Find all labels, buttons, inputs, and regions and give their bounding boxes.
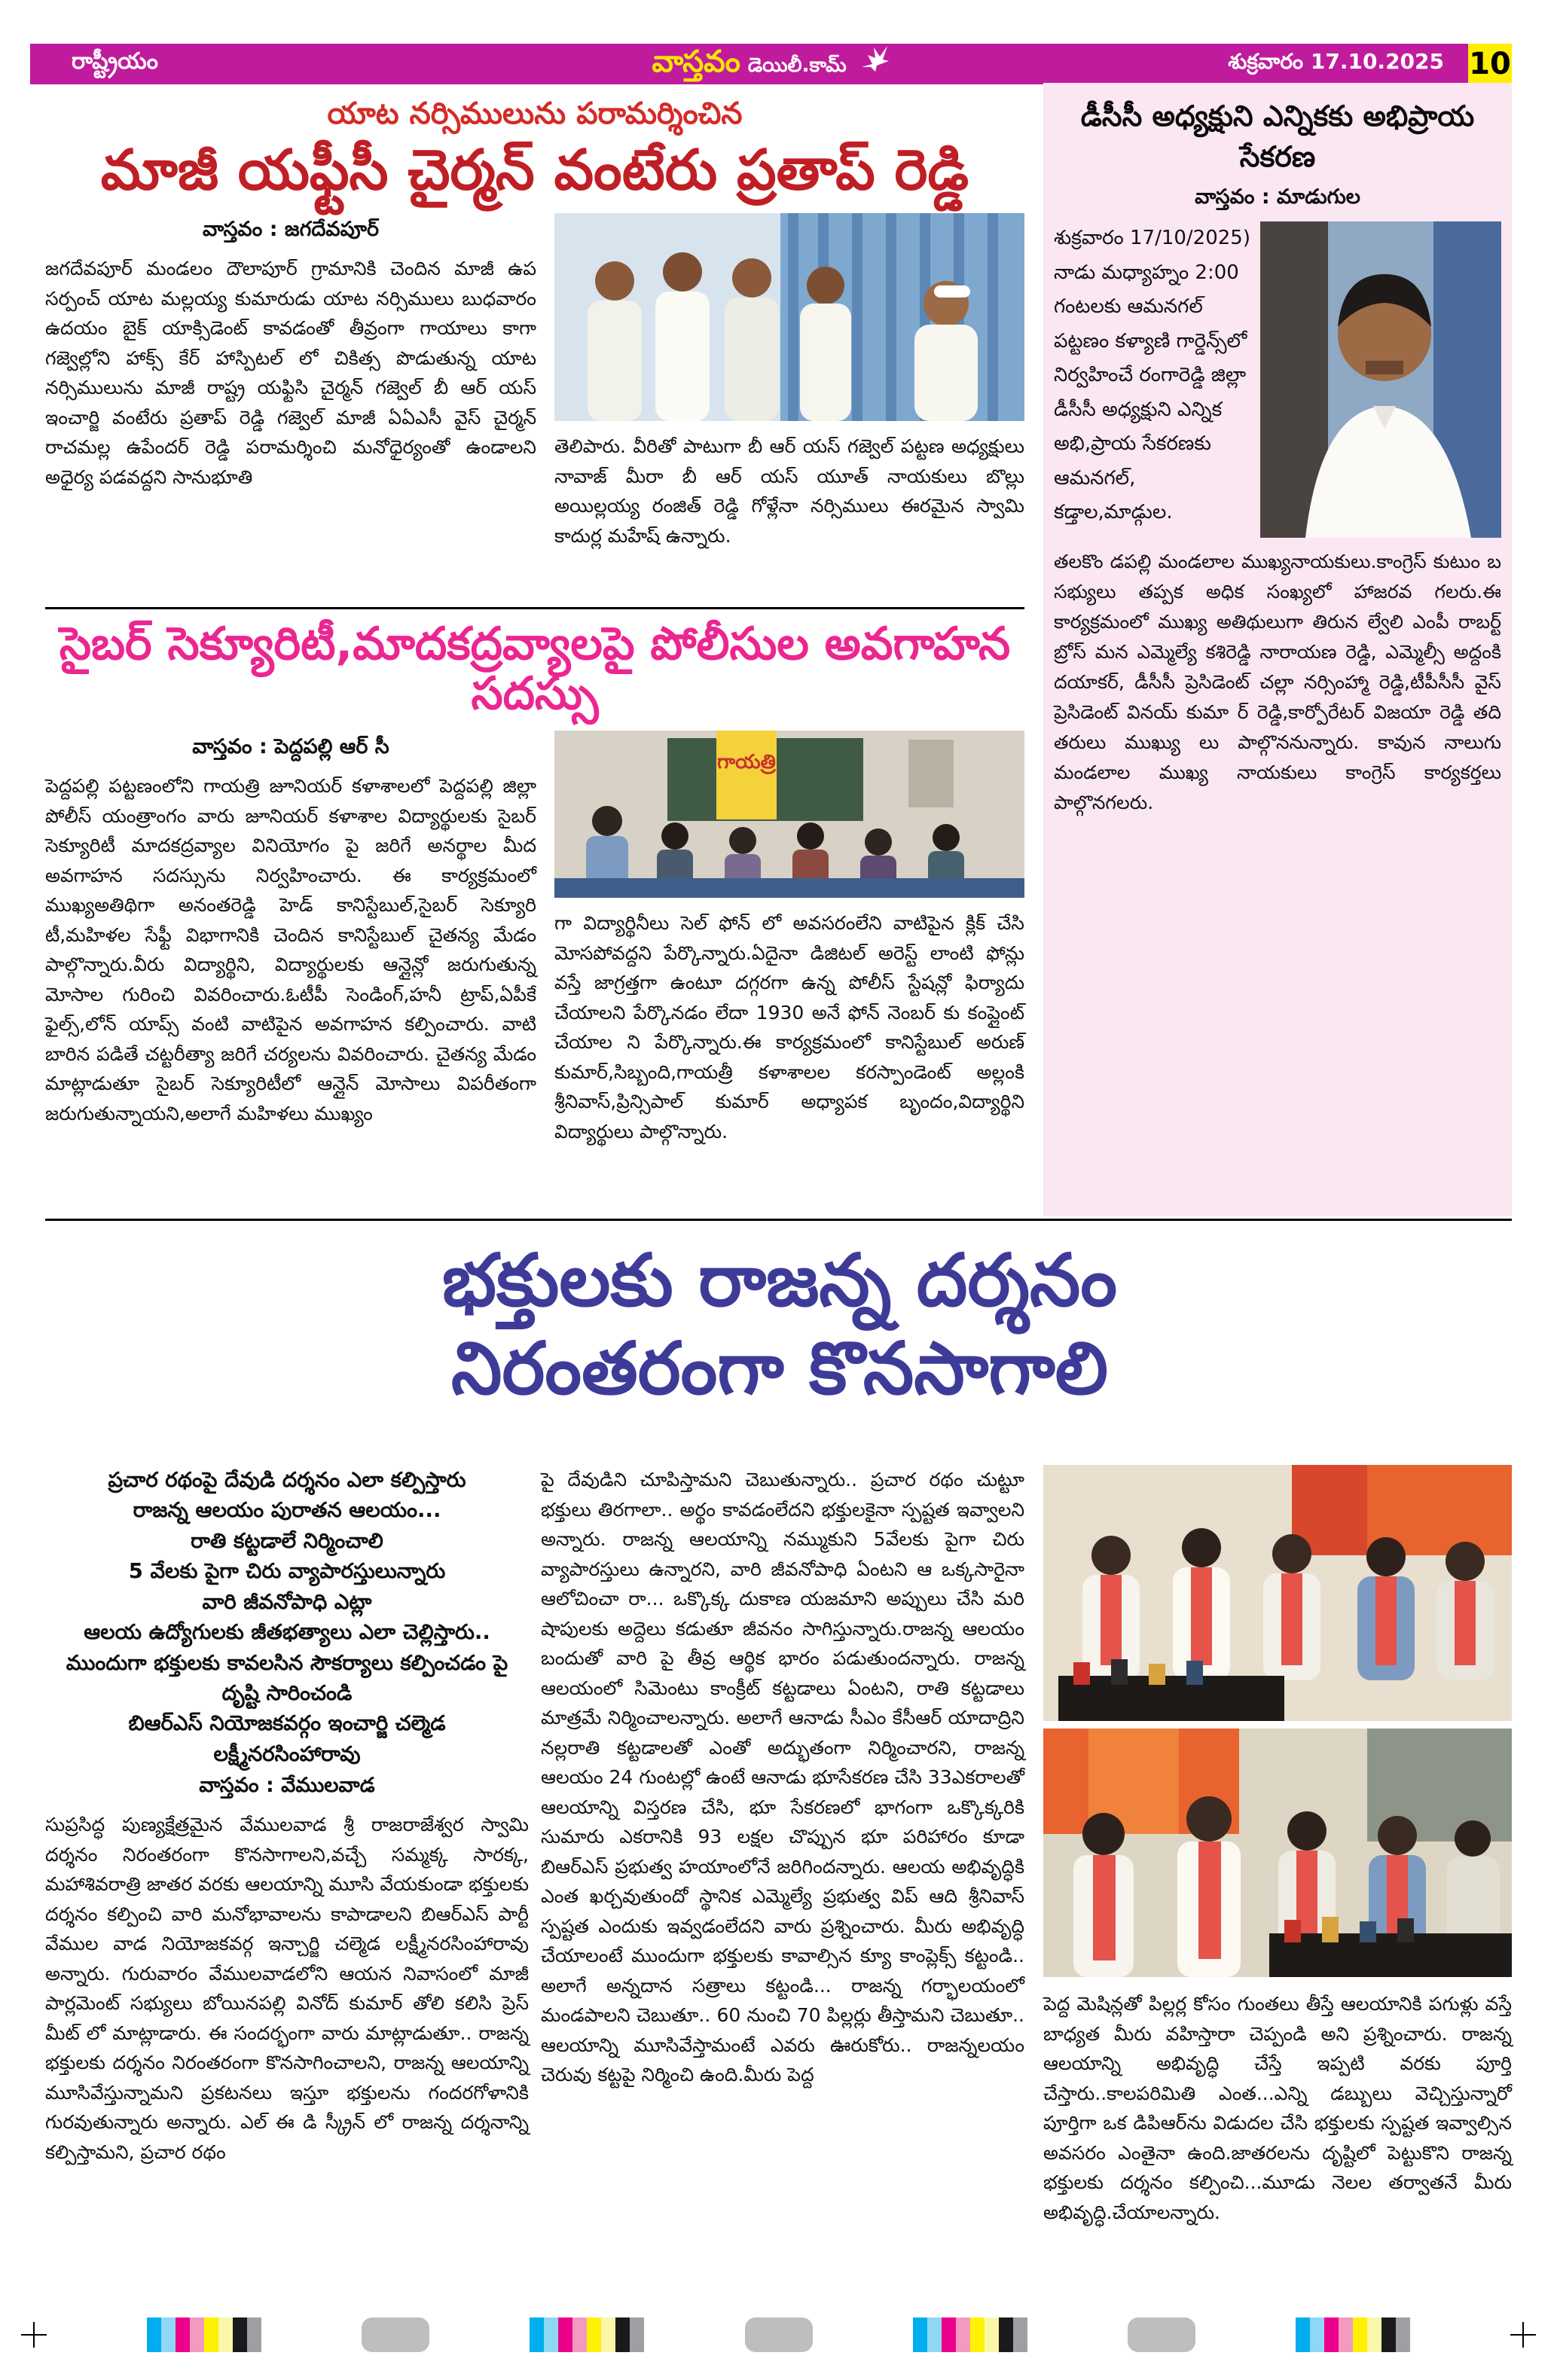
color-calibration-bar (530, 2317, 644, 2352)
svg-text:గాయత్రి: గాయత్రి (717, 751, 776, 774)
article-3-body-beside-photo: శుక్రవారం 17/10/2025) నాడు మధ్యాహ్నం 2:00 గంటలకు ఆమనగల్ పట్టణం కళ్యాణి గార్డెన్స్‌లో నిర్వహించే రంగారెడ్డి జిల్లా డీసీసీ అధ్యక్షుని ఎన్నిక అభి,ప్రాయ సేకరణకు ఆమనగల్, కడ్తాల,మాడ్గుల. (1054, 227, 1250, 523)
masthead-center (30, 41, 1512, 87)
intro-line: వారి జీవనోపాధి ఎట్లా (202, 1589, 372, 1614)
feature-body-col1: సుప్రసిద్ధ పుణ్యక్షేత్రమైన వేములవాడ శ్రీ రాజరాజేశ్వర స్వామి దర్శనం నిరంతరంగా కొనసాగాలని,వచ్చే సమ్మక్క సారక్క, మహాశివరాత్రి జాతర వరకు ఆలయాన్ని మూసి వేయకుండా భక్తులకు దర్శనం కల్పించి వారి మనోభావాలను కాపాడాలని బిఆర్ఎస్ పార్టీ వేముల వాడ నియోజకవర్గ ఇన్చార్జి చల్మెడ లక్ష్మీనరసింహారావు అన్నారు. గురువారం వేములవాడలోని ఆయన నివాసంలో మాజీ పార్లమెంట్ సభ్యులు బోయినపల్లి వినోద్ కుమార్ తోలి కలిసి ప్రెస్ మీట్ లో మాట్లాడారు. ఈ సందర్భంగా వారు మాట్లాడుతూ.. రాజన్న భక్తులకు దర్శనం నిరంతరంగా కొనసాగించాలని, రాజన్న ఆలయాన్ని మూసివేస్తున్నామని ప్రకటనలు ఇస్తూ భక్తులను గందరగోళానికి గురవుతున్నారు అన్నారు. ఎల్ ఈ డి స్క్రీన్ లో రాజన్న దర్శనాన్ని కల్పిస్తామని, ప్రచార రథం (45, 1814, 529, 2163)
article-2 (45, 619, 1024, 1146)
feature-body-col2: పై దేవుడిని చూపిస్తామని చెబుతున్నారు.. ప్రచార రథం చుట్టూ భక్తులు తిరగాలా.. అర్థం కావడంలేదని భక్తులకైనా స్పష్టత ఇవ్వాలని అన్నారు. రాజన్న ఆలయాన్ని నమ్ముకుని 5వేలకు పైగా చిరు వ్యాపారస్తులు ఉన్నారని, వారి జీవనోపాధి ఏంటని ఆ ఒక్కసారైనా ఆలోచించా రా... ఒక్కొక్క దుకాణ యజమాని అప్పులు చేసి మరి షాపులకు అద్దెలు కడుతూ జీవనం సాగిస్తున్నారు.రాజన్న ఆలయం బందుతో వారి పై తీవ్ర ఆర్థిక భారం పడుతుందన్నారు. రాజన్న ఆలయంలో సిమెంటు కాంక్రీట్ కట్టడాలు ఏంటని, రాతి కట్టడాలు మాత్రమే నిర్మించాలన్నారు. అలాగే ఆనాడు సీఎం కేసీఆర్ యాదాద్రిని నల్లరాతి కట్టడాలతో ఎంతో అద్భుతంగా నిర్మించారని, రాజన్న ఆలయం 24 గుంటల్లో ఉంటే ఆనాడు భూసేకరణ చేసి 33ఎకరాలతో ఆలయాన్ని విస్తరణ చేసి, భూ సేకరణలో భాగంగా ఒక్కొక్కరికి సుమారు ఎకరానికి 93 లక్షల చొప్పున భూ పరిహారం కూడా బిఆర్ఎస్ ప్రభుత్వ హయాంలోనే జరిగిందన్నారు. ఆలయ అభివృద్ధికి ఎంత ఖర్చవుతుందో స్థానిక ఎమ్మెల్యే ప్రభుత్వ విప్ ఆది శ్రీనివాస్ స్పష్టత ఎందుకు ఇవ్వడంలేదని వారు ప్రశ్నించారు. మీరు అభివృద్ధి చేయాలంటే ముందుగా భక్తులకు కావాల్సిన క్యూ కాంప్లెక్స్ కట్టండి.. అలాగే అన్నదాన సత్రాలు కట్టండి... రాజన్న గర్భాలయంలో మండపాలని చెబుతూ.. 60 నుంచి 70 పిల్లర్లు తీస్తామని చెబుతూ.. ఆలయాన్ని మూసివేస్తామంటే ఎవరు ఊరుకోరు.. రాజన్నలయం చెరువు కట్టపై నిర్మించి ఉంది.మీరు పెద్ద (541, 1469, 1024, 2086)
article-3-dateline: వాస్తవం : మాడుగుల (1195, 185, 1360, 209)
bird-logo-icon (857, 41, 890, 75)
right-rail (1043, 83, 1512, 1216)
edition-date: శుక్రవారం 17.10.2025 (1228, 49, 1444, 74)
intro-line: ముందుగా భక్తులకు కావలసిన సౌకర్యాలు కల్పించడం పై (66, 1650, 508, 1675)
article-1-kicker: యాట నర్సిములును పరామర్శించిన (327, 96, 743, 131)
divider-middle (45, 1219, 1512, 1221)
masthead-suffix: డెయిలీ.కామ్ (747, 54, 847, 77)
feature-column-1 (45, 1465, 529, 2167)
intro-line: బిఆర్ఎస్ నియోజకవర్గం ఇంచార్జి చల్మెడ (128, 1711, 446, 1736)
feature-headline (181, 1237, 1378, 1413)
feature-column-3 (1043, 1465, 1512, 2227)
hospital-visit-photo (554, 213, 1024, 421)
feature-headline-line2: నిరంతరంగా కొనసాగాలి (451, 1326, 1108, 1411)
divider-article1-article2 (45, 607, 1024, 609)
masthead-bar (30, 44, 1512, 84)
dcc-leader-portrait-photo (1260, 221, 1501, 538)
page-number-badge: 10 (1468, 44, 1512, 84)
press-meet-photo-2 (1043, 1729, 1512, 1977)
crop-mark (21, 2322, 47, 2348)
intro-line: ఆలయ ఉద్యోగులకు జీతభత్యాలు ఎలా చెల్లిస్తారు.. (84, 1620, 490, 1645)
article-3-body-below: తలకొం డపల్లి మండలాల ముఖ్యనాయకులు.కాంగ్రెస్ కుటుం బ సభ్యులు తప్పక అధిక సంఖ్యలో హాజరవ గలరు.ఈ కార్యక్రమంలో ముఖ్య అతిథులుగా తిరున ల్వేలి ఎంపీ రాబర్ట్ బ్రోస్ మన ఎమ్మెల్యే కశిరెడ్డి నారాయణ రెడ్డి, ఎమ్మెల్సీ అద్దంకి దయాకర్, డీసీసీ ప్రెసిడెంట్ చల్లా నర్సింహ్మా రెడ్డి,టీపీసీసీ వైస్ ప్రెసిడెంట్ వినయ్ కుమా ర్ రెడ్డి,కార్పోరేటర్ విజయా రెడ్డి తది తరులు ముఖ్యు లు పాల్గొననున్నారు. కావున నాలుగు మండలాల ముఖ్య నాయకులు కాంగ్రెస్ కార్యకర్తలు పాల్గొనగలరు. (1054, 551, 1501, 813)
article-1-dateline: వాస్తవం : జగదేవపూర్ (203, 218, 379, 242)
intro-line: దృష్టి సారించండి (221, 1680, 353, 1705)
article-1-body-right: తెలిపారు. వీరితో పాటుగా బీ ఆర్ యస్ గజ్వెల్ పట్టణ అధ్యక్షులు నావాజ్ మీరా బీ ఆర్ యస్ యూత్ నాయకులు బొల్లు అయిల్లయ్య రంజిత్ రెడ్డి గోళ్లేనా నర్సిములు ఈరమైన స్వామి కాదుర్ల మహేష్ ఉన్నారు. (554, 435, 1024, 547)
press-meet-photo-1 (1043, 1465, 1512, 1721)
gray-patch (745, 2317, 813, 2352)
article-1-headline: మాజీ యఫ్టీసీ చైర్మన్ వంటేరు ప్రతాప్ రెడ్డి (100, 138, 969, 203)
article-2-dateline: వాస్తవం : పెద్దపల్లి ఆర్ సీ (192, 735, 389, 758)
article-1-body-left: జగదేవపూర్ మండలం దౌలాపూర్ గ్రామానికి చెందిన మాజీ ఉప సర్పంచ్ యాట మల్లయ్య కుమారుడు యాట నర్సిములు బుధవారం ఉదయం బైక్ యాక్సిడెంట్ కావడంతో తీవ్రంగా గాయాలు కాగా గజ్వెల్లోని హాక్స్ కేర్ హాస్పిటల్ లో చికిత్స పొడుతున్న యాట నర్సిములును మాజీ రాష్ట్ర యఫ్టిసి చైర్మన్ గజ్వెల్ బీ ఆర్ యస్ ఇంచార్జి వంటేరు ప్రతాప్ రెడ్డి గజ్వెల్ మాజీ ఏఏఎసీ వైస్ చైర్మన్ రాచమల్ల ఉపేందర్ రెడ్డి పరామర్శించి మనోధైర్యంతో ఉండాలని అధైర్య పడవద్దని సానుభూతి (45, 258, 536, 488)
article-1 (45, 96, 1024, 551)
crop-mark (1510, 2322, 1536, 2348)
section-name: రాష్ట్రీయం (72, 48, 158, 75)
feature-headline-line1: భక్తులకు రాజన్న దర్శనం (442, 1238, 1117, 1323)
color-calibration-bar (1296, 2317, 1410, 2352)
feature-intro-lines (45, 1465, 529, 1769)
color-calibration-bar (913, 2317, 1027, 2352)
intro-line: లక్ష్మీనరసింహారావు (213, 1741, 361, 1766)
color-calibration-bar (147, 2317, 261, 2352)
article-2-body-left: పెద్దపల్లి పట్టణంలోని గాయత్రి జూనియర్ కళాశాలలో పెద్దపల్లి జిల్లా పోలీస్ యంత్రాంగం వారు జూనియర్ కళాశాల విద్యార్థులకు సైబర్ సెక్యూరిటీ మాదకద్రవ్యాల వినియోగం పై జరిగే అనర్థాల మీద అవగాహన సదస్సును నిర్వహించారు. ఈ కార్యక్రమంలో ముఖ్యఅతిథిగా అనంతరెడ్డి హెడ్ కానిస్టేబుల్,సైబర్ సెక్యూరి టీ,మహిళల సేఫ్టీ విభాగానికి చెందిన కానిస్టేబుల్ చైతన్య మేడం పాల్గొన్నారు.వీరు విద్యార్థిని, విద్యార్థులకు ఆన్లైన్లో జరుగుతున్న మోసాల గురించి వివరించారు.ఓటీపీ సెండింగ్,హనీ ట్రాప్,ఏపీకే ఫైల్స్,లోన్ యాప్స్ వంటి వాటిపైన అవగాహన కల్పించారు. వాటి బారిన పడితే చట్టరీత్యా జరిగే చర్యలను వివరించారు. చైతన్య మేడం మాట్లాడుతూ సైబర్ సెక్యూరిటీలో ఆన్లైన్ మోసాలు విపరీతంగా జరుగుతున్నాయని,అలాగే మహిళలు ముఖ్యం (45, 775, 536, 1124)
article-2-headline: సైబర్ సెక్యూరిటీ,మాదకద్రవ్యాలపై పోలీసుల అవగాహన సదస్సు (59, 618, 1011, 720)
intro-line: ప్రచార రథంపై దేవుడి దర్శనం ఎలా కల్పిస్తారు (108, 1468, 466, 1492)
printer-marks-row (21, 2314, 1536, 2356)
masthead-title: వాస్తవం (652, 44, 740, 79)
article-3-headline: డీసీసీ అధ్యక్షుని ఎన్నికకు అభిప్రాయ సేకరణ (1080, 99, 1475, 173)
feature-dateline: వాస్తవం : వేములవాడ (199, 1774, 375, 1798)
intro-line: రాతి కట్టడాలే నిర్మించాలి (191, 1528, 383, 1553)
gray-patch (362, 2317, 429, 2352)
gray-patch (1128, 2317, 1195, 2352)
feature-column-2 (541, 1465, 1024, 2090)
intro-line: రాజన్న ఆలయం పురాతన ఆలయం... (133, 1498, 441, 1523)
article-2-body-right: గా విద్యార్థినీలు సెల్ ఫోన్ లో అవసరంలేని వాటిపైన క్లిక్ చేసి మోసపోవద్దని పేర్కొన్నారు.ఏదైనా డిజిటల్ అరెస్ట్ లాంటి ఫోన్లు వస్తే జాగ్రత్తగా ఉంటూ దగ్గరగా ఉన్న పోలీస్ స్టేషన్లో ఫిర్యాదు చేయాలని పేర్కొనడం లేదా 1930 అనే ఫోన్ నెంబర్ కు కంప్లైంట్ చేయాల ని పేర్కొన్నారు.ఈ కార్యక్రమంలో కానిస్టేబుల్ అరుణ్ కుమార్,సిబ్బంది,గాయత్రీ కళాశాలల కరస్పాండెంట్ అల్లంకి శ్రీనివాస్,ప్రిన్సిపాల్ కుమార్ అధ్యాపక బృందం,విద్యార్థిని విద్యార్థులు పాల్గొన్నారు. (554, 912, 1024, 1143)
awareness-session-photo (554, 731, 1024, 898)
feature-body-col3: పెద్ద మెషిన్లతో పిల్లర్ల కోసం గుంతలు తీస్తే ఆలయానికి పగుళ్లు వస్తే బాధ్యత మీరు వహిస్తారా చెప్పండి అని ప్రశ్నించారు. రాజన్న ఆలయాన్ని అభివృద్ధి చేస్తే ఇప్పటి వరకు పూర్తి చేస్తారు..కాలపరిమితి ఎంత...ఎన్ని డబ్బులు వెచ్చిస్తున్నారో పూర్తిగా ఒక డిపిఆర్‌ను విడుదల చేసి భక్తులకు స్పష్టత ఇవ్వాల్సిన అవసరం ఎంతైనా ఉంది.జాతరలను దృష్టిలో పెట్టుకొని రాజన్న భక్తులకు దర్శనం కల్పించి...మూడు నెలల తర్వాతనే మీరు అభివృద్ధి.చేయాలన్నారు. (1043, 1993, 1512, 2223)
intro-line: 5 వేలకు పైగా చిరు వ్యాపారస్తులున్నారు (128, 1559, 446, 1584)
